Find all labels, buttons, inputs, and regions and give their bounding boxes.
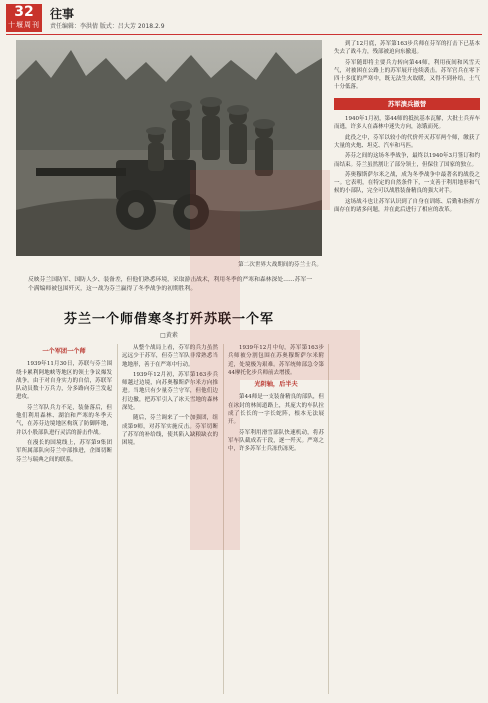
article-author: □黄素 [160, 332, 178, 339]
paragraph: 1939年12月中旬，苏军第163步兵师被分割包围在苏奥穆斯萨尔米附近，处境极为艰难。苏军统帅部急令第44摩托化步兵师前去增援。 [228, 345, 324, 376]
article-lead: 反映芬兰国防军、国防人少、装备差，但他们熟悉环境，采取游击战术，利用冬季的严寒和森林深处……苏军一个满编师被包围歼灭，这一战为芬兰赢得了冬季战争的初期胜利。 [28, 277, 313, 292]
photo-caption: 第二次世界大战期间的芬兰士兵。 [238, 262, 322, 268]
column-divider [117, 344, 118, 694]
soldiers-photo [16, 40, 322, 256]
subhead-2: 光阴轴，后半夫 [254, 381, 298, 389]
subhead-1: 一个军团一个师 [42, 348, 86, 355]
paragraph: 到了12月底，苏军第163步兵师在芬军的打击下已基本失去了战斗力，残部被迫向东撤退。 [334, 41, 480, 56]
paragraph: 第44师是一支装备精良的部队，但在冰封的林间道路上，其庞大的车队拉成了长长的一字长蛇阵，根本无法展开。 [228, 394, 324, 426]
article-column-2 [122, 344, 218, 696]
column-divider [223, 344, 224, 694]
paragraph: 从整个战局上看，芬军的兵力虽然远远少于苏军，但芬兰军队非常熟悉当地地形，善于在严寒中行动。 [122, 345, 218, 368]
column-divider [328, 344, 329, 694]
article-title: 芬兰一个师借寒冬打歼苏联一个军 [63, 312, 274, 327]
article-column-3 [228, 344, 324, 696]
paragraph: 随后，芬兰调来了一个加强团，组成第9师，对苏军实施反击。芬军切断了苏军的补给线，使其陷入缺粮缺衣的困境。 [122, 415, 218, 447]
paragraph: 1939年12月初，苏军第163步兵师越过边境，向苏奥穆斯萨尔米方向推进。当地只有少量芬兰守军，但他们边打边撤，把苏军引入了冰天雪地的森林深处。 [122, 371, 218, 412]
paragraph: 在漫长的国境线上，苏军第9集团军所属部队向芬兰中部推进，企图切断芬兰与瑞典之间的联系。 [16, 439, 112, 463]
photo-illustration [16, 40, 322, 256]
publication-name: 十堰周刊 [8, 21, 40, 29]
paragraph: 芬军随即将主要兵力转向第44师，利用夜间和风雪天气，对被困在公路上的苏军展开连续袭击。苏军官兵在零下四十多度的严寒中，既无法生火取暖，又得不到补给，士气十分低落。 [334, 59, 480, 91]
paragraph: 芬兰军队兵力不足，装备落后，但他们利用森林、湖泊和严寒的冬季天气，在苏芬边境地区构筑了防御阵地，并以小股部队进行灵活的游击作战。 [16, 404, 112, 436]
boxed-subhead: 苏军溃兵撤替 [334, 98, 480, 110]
paragraph: 此役之中，芬军以较小的代价歼灭苏军两个师，缴获了大量的火炮、坦克、汽车和马匹。 [334, 134, 480, 149]
paragraph: 苏奥穆斯萨尔米之战，成为冬季战争中最著名的战役之一。它表明，在特定的自然条件下，一支善于利用地形和气候的小部队，完全可以战胜装备精良的强大对手。 [334, 171, 480, 195]
section-title: 往事 [50, 7, 75, 21]
paragraph: 这场战斗也让苏军认识到了自身在训练、后勤和指挥方面存在的诸多问题，并在此后进行了相应的改革。 [334, 198, 480, 214]
paragraph: 1939年11月30日，苏联与芬兰围绕卡累利阿地峡等地区的领土争议爆发战争。由于对自身实力的自信，苏联军队动员数十万兵力，分多路向芬兰发起进攻。 [16, 361, 112, 401]
paragraph: 1940年1月初，第44师的抵抗基本瓦解，大批士兵弃车而逃，许多人在森林中迷失方向，冻饿而死。 [334, 116, 480, 131]
paragraph: 苏芬之间的这场冬季战争，最终以1940年3月签订和约而结束。芬兰虽然割让了部分领土，但保住了国家的独立。 [334, 153, 480, 168]
paragraph: 芬军利用滑雪部队快速机动，将苏军车队截成若干段，逐一歼灭。严寒之中，许多苏军士兵冻伤冻死。 [228, 429, 324, 453]
editor-credits: 责任编辑：李洪倩 版式：吕大芳 2018.2.9 [50, 23, 165, 30]
page-header [6, 4, 482, 35]
page-badge [6, 4, 42, 32]
article-column-1 [16, 344, 112, 696]
article-column-4 [334, 40, 480, 696]
page-number: 32 [14, 4, 34, 20]
